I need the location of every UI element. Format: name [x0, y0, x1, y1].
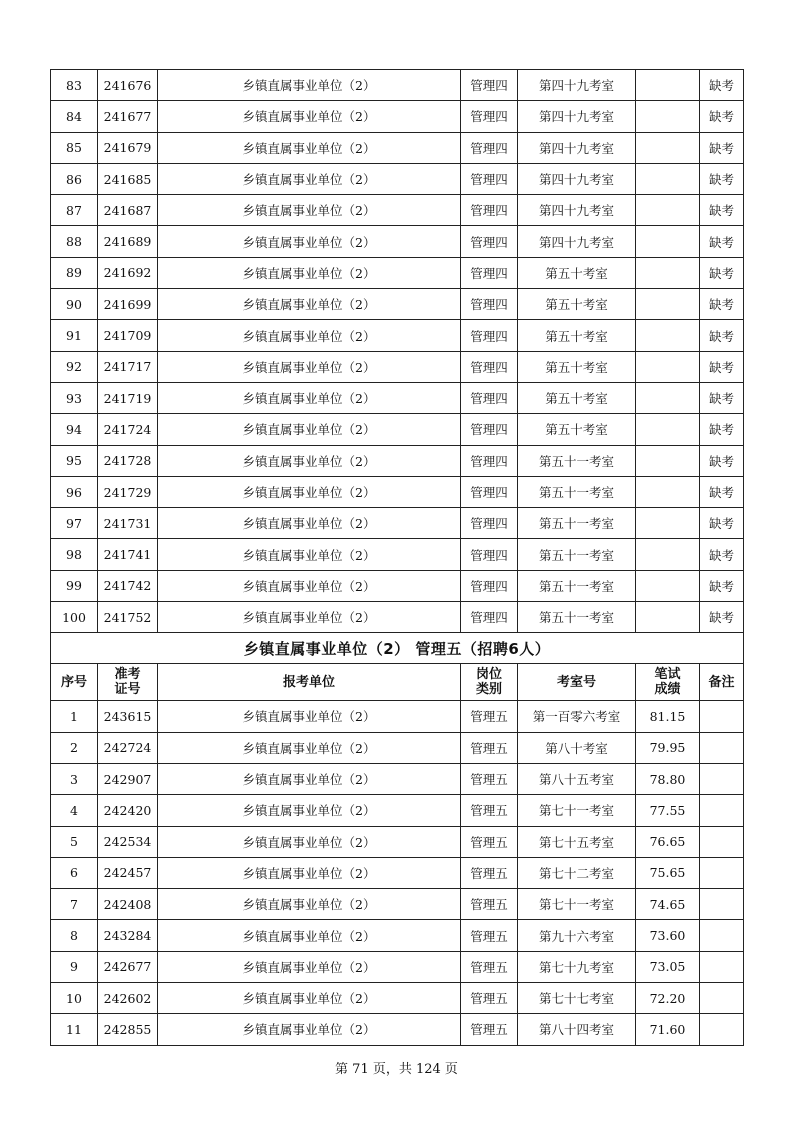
cell-room: 第四十九考室	[518, 226, 636, 257]
cell-exam-id: 242602	[98, 983, 158, 1014]
cell-note: 缺考	[700, 382, 744, 413]
cell-note: 缺考	[700, 539, 744, 570]
cell-room: 第七十二考室	[518, 857, 636, 888]
cell-no: 7	[51, 889, 98, 920]
table-row	[51, 382, 744, 413]
cell-no: 83	[51, 70, 98, 101]
cell-unit: 乡镇直属事业单位（2）	[158, 602, 461, 633]
header-note: 备注	[700, 664, 744, 701]
cell-room: 第七十七考室	[518, 983, 636, 1014]
table-row	[51, 1014, 744, 1045]
cell-unit: 乡镇直属事业单位（2）	[158, 539, 461, 570]
cell-score: 76.65	[636, 826, 700, 857]
cell-category: 管理四	[461, 445, 518, 476]
table-row	[51, 70, 744, 101]
cell-room: 第四十九考室	[518, 132, 636, 163]
cell-score	[636, 445, 700, 476]
cell-exam-id: 243284	[98, 920, 158, 951]
cell-unit: 乡镇直属事业单位（2）	[158, 763, 461, 794]
cell-note: 缺考	[700, 445, 744, 476]
cell-no: 85	[51, 132, 98, 163]
cell-note: 缺考	[700, 257, 744, 288]
cell-score: 71.60	[636, 1014, 700, 1045]
cell-exam-id: 241729	[98, 476, 158, 507]
cell-score	[636, 132, 700, 163]
header-unit: 报考单位	[158, 664, 461, 701]
cell-room: 第五十一考室	[518, 476, 636, 507]
cell-category: 管理五	[461, 983, 518, 1014]
cell-category: 管理四	[461, 257, 518, 288]
table-row	[51, 570, 744, 601]
cell-category: 管理四	[461, 320, 518, 351]
header-category: 岗位 类别	[461, 664, 518, 701]
header-row	[51, 664, 744, 701]
cell-unit: 乡镇直属事业单位（2）	[158, 320, 461, 351]
cell-unit: 乡镇直属事业单位（2）	[158, 195, 461, 226]
cell-unit: 乡镇直属事业单位（2）	[158, 951, 461, 982]
cell-category: 管理四	[461, 226, 518, 257]
page-footer: 第 71 页，共 124 页	[335, 1062, 458, 1077]
cell-room: 第五十一考室	[518, 445, 636, 476]
cell-exam-id: 241728	[98, 445, 158, 476]
cell-note	[700, 732, 744, 763]
cell-category: 管理五	[461, 763, 518, 794]
cell-score	[636, 195, 700, 226]
cell-no: 3	[51, 763, 98, 794]
cell-no: 1	[51, 701, 98, 732]
cell-unit: 乡镇直属事业单位（2）	[158, 857, 461, 888]
cell-unit: 乡镇直属事业单位（2）	[158, 476, 461, 507]
cell-category: 管理五	[461, 889, 518, 920]
cell-exam-id: 241687	[98, 195, 158, 226]
cell-category: 管理五	[461, 701, 518, 732]
cell-score	[636, 414, 700, 445]
cell-room: 第四十九考室	[518, 163, 636, 194]
cell-exam-id: 242855	[98, 1014, 158, 1045]
cell-category: 管理五	[461, 1014, 518, 1045]
cell-unit: 乡镇直属事业单位（2）	[158, 920, 461, 951]
cell-room: 第五十一考室	[518, 570, 636, 601]
bottom-rows	[51, 701, 744, 1045]
cell-note: 缺考	[700, 320, 744, 351]
cell-unit: 乡镇直属事业单位（2）	[158, 351, 461, 382]
cell-exam-id: 242677	[98, 951, 158, 982]
cell-note	[700, 951, 744, 982]
cell-no: 94	[51, 414, 98, 445]
table-row	[51, 701, 744, 732]
cell-note	[700, 795, 744, 826]
cell-score	[636, 257, 700, 288]
cell-no: 90	[51, 289, 98, 320]
cell-score: 78.80	[636, 763, 700, 794]
cell-no: 84	[51, 101, 98, 132]
cell-room: 第七十一考室	[518, 889, 636, 920]
cell-exam-id: 241742	[98, 570, 158, 601]
cell-room: 第五十考室	[518, 320, 636, 351]
cell-category: 管理四	[461, 351, 518, 382]
cell-score	[636, 602, 700, 633]
cell-note: 缺考	[700, 476, 744, 507]
cell-no: 95	[51, 445, 98, 476]
cell-exam-id: 241731	[98, 508, 158, 539]
cell-category: 管理四	[461, 508, 518, 539]
header-room: 考室号	[518, 664, 636, 701]
cell-category: 管理四	[461, 70, 518, 101]
cell-no: 11	[51, 1014, 98, 1045]
cell-score: 79.95	[636, 732, 700, 763]
cell-score: 81.15	[636, 701, 700, 732]
cell-score	[636, 289, 700, 320]
table-row	[51, 476, 744, 507]
cell-note: 缺考	[700, 602, 744, 633]
cell-exam-id: 241677	[98, 101, 158, 132]
cell-category: 管理五	[461, 826, 518, 857]
cell-category: 管理四	[461, 570, 518, 601]
cell-no: 96	[51, 476, 98, 507]
cell-no: 99	[51, 570, 98, 601]
section-title: 乡镇直属事业单位（2） 管理五（招聘6人）	[51, 633, 744, 664]
cell-no: 91	[51, 320, 98, 351]
cell-unit: 乡镇直属事业单位（2）	[158, 826, 461, 857]
cell-score: 75.65	[636, 857, 700, 888]
cell-room: 第五十一考室	[518, 602, 636, 633]
cell-room: 第五十考室	[518, 257, 636, 288]
cell-no: 10	[51, 983, 98, 1014]
table-row	[51, 414, 744, 445]
cell-unit: 乡镇直属事业单位（2）	[158, 508, 461, 539]
cell-unit: 乡镇直属事业单位（2）	[158, 289, 461, 320]
cell-room: 第五十考室	[518, 289, 636, 320]
cell-exam-id: 242907	[98, 763, 158, 794]
cell-room: 第七十五考室	[518, 826, 636, 857]
cell-exam-id: 242457	[98, 857, 158, 888]
cell-room: 第四十九考室	[518, 101, 636, 132]
cell-category: 管理五	[461, 920, 518, 951]
cell-category: 管理四	[461, 163, 518, 194]
table-row	[51, 508, 744, 539]
cell-room: 第八十四考室	[518, 1014, 636, 1045]
cell-note	[700, 1014, 744, 1045]
cell-category: 管理四	[461, 195, 518, 226]
cell-room: 第八十五考室	[518, 763, 636, 794]
cell-exam-id: 241689	[98, 226, 158, 257]
cell-exam-id: 242408	[98, 889, 158, 920]
table-row	[51, 763, 744, 794]
cell-exam-id: 241752	[98, 602, 158, 633]
cell-score: 73.60	[636, 920, 700, 951]
table-row	[51, 889, 744, 920]
table-row	[51, 795, 744, 826]
cell-room: 第一百零六考室	[518, 701, 636, 732]
cell-note	[700, 857, 744, 888]
cell-note	[700, 889, 744, 920]
cell-no: 8	[51, 920, 98, 951]
cell-no: 93	[51, 382, 98, 413]
cell-note: 缺考	[700, 226, 744, 257]
cell-exam-id: 241741	[98, 539, 158, 570]
cell-no: 6	[51, 857, 98, 888]
cell-room: 第五十考室	[518, 414, 636, 445]
cell-note: 缺考	[700, 351, 744, 382]
cell-score	[636, 539, 700, 570]
cell-note	[700, 763, 744, 794]
cell-category: 管理四	[461, 476, 518, 507]
cell-exam-id: 241724	[98, 414, 158, 445]
cell-exam-id: 241709	[98, 320, 158, 351]
header-id: 准考 证号	[98, 664, 158, 701]
cell-room: 第五十考室	[518, 382, 636, 413]
cell-no: 5	[51, 826, 98, 857]
cell-category: 管理五	[461, 857, 518, 888]
cell-score	[636, 226, 700, 257]
cell-room: 第五十一考室	[518, 539, 636, 570]
table-row	[51, 920, 744, 951]
cell-unit: 乡镇直属事业单位（2）	[158, 226, 461, 257]
cell-no: 88	[51, 226, 98, 257]
cell-exam-id: 241699	[98, 289, 158, 320]
cell-room: 第五十一考室	[518, 508, 636, 539]
table-row	[51, 539, 744, 570]
table-row	[51, 257, 744, 288]
cell-unit: 乡镇直属事业单位（2）	[158, 132, 461, 163]
cell-category: 管理五	[461, 795, 518, 826]
cell-category: 管理四	[461, 101, 518, 132]
cell-score	[636, 570, 700, 601]
cell-category: 管理四	[461, 414, 518, 445]
cell-note: 缺考	[700, 70, 744, 101]
cell-unit: 乡镇直属事业单位（2）	[158, 795, 461, 826]
cell-exam-id: 241717	[98, 351, 158, 382]
cell-unit: 乡镇直属事业单位（2）	[158, 701, 461, 732]
cell-note: 缺考	[700, 101, 744, 132]
cell-unit: 乡镇直属事业单位（2）	[158, 382, 461, 413]
cell-note	[700, 983, 744, 1014]
cell-unit: 乡镇直属事业单位（2）	[158, 163, 461, 194]
header-score: 笔试 成绩	[636, 664, 700, 701]
table-row	[51, 445, 744, 476]
cell-score	[636, 163, 700, 194]
cell-category: 管理四	[461, 602, 518, 633]
cell-room: 第八十考室	[518, 732, 636, 763]
table-row	[51, 857, 744, 888]
cell-note: 缺考	[700, 289, 744, 320]
cell-note	[700, 701, 744, 732]
cell-note: 缺考	[700, 508, 744, 539]
cell-category: 管理五	[461, 732, 518, 763]
cell-unit: 乡镇直属事业单位（2）	[158, 983, 461, 1014]
cell-score: 74.65	[636, 889, 700, 920]
table-row	[51, 226, 744, 257]
cell-no: 86	[51, 163, 98, 194]
cell-score	[636, 70, 700, 101]
cell-category: 管理五	[461, 951, 518, 982]
cell-note: 缺考	[700, 132, 744, 163]
table-row	[51, 351, 744, 382]
cell-score	[636, 351, 700, 382]
table-row	[51, 983, 744, 1014]
cell-category: 管理四	[461, 539, 518, 570]
cell-no: 4	[51, 795, 98, 826]
cell-score: 77.55	[636, 795, 700, 826]
cell-exam-id: 241719	[98, 382, 158, 413]
cell-unit: 乡镇直属事业单位（2）	[158, 445, 461, 476]
results-table	[50, 69, 744, 1046]
table-row	[51, 101, 744, 132]
cell-room: 第七十九考室	[518, 951, 636, 982]
cell-note: 缺考	[700, 414, 744, 445]
table-row	[51, 195, 744, 226]
cell-score: 72.20	[636, 983, 700, 1014]
cell-no: 98	[51, 539, 98, 570]
cell-room: 第七十一考室	[518, 795, 636, 826]
cell-unit: 乡镇直属事业单位（2）	[158, 101, 461, 132]
cell-category: 管理四	[461, 382, 518, 413]
table-row	[51, 163, 744, 194]
cell-score	[636, 508, 700, 539]
cell-room: 第四十九考室	[518, 70, 636, 101]
cell-room: 第五十考室	[518, 351, 636, 382]
cell-category: 管理四	[461, 289, 518, 320]
table-row	[51, 132, 744, 163]
cell-note: 缺考	[700, 570, 744, 601]
cell-note	[700, 920, 744, 951]
cell-unit: 乡镇直属事业单位（2）	[158, 414, 461, 445]
cell-unit: 乡镇直属事业单位（2）	[158, 732, 461, 763]
cell-no: 9	[51, 951, 98, 982]
cell-room: 第九十六考室	[518, 920, 636, 951]
cell-exam-id: 242724	[98, 732, 158, 763]
cell-no: 100	[51, 602, 98, 633]
cell-exam-id: 242420	[98, 795, 158, 826]
top-rows	[51, 70, 744, 633]
cell-exam-id: 242534	[98, 826, 158, 857]
cell-exam-id: 241676	[98, 70, 158, 101]
table-row	[51, 602, 744, 633]
cell-note	[700, 826, 744, 857]
header-no: 序号	[51, 664, 98, 701]
cell-category: 管理四	[461, 132, 518, 163]
cell-note: 缺考	[700, 163, 744, 194]
cell-no: 97	[51, 508, 98, 539]
cell-score	[636, 476, 700, 507]
cell-no: 89	[51, 257, 98, 288]
cell-exam-id: 241692	[98, 257, 158, 288]
cell-no: 2	[51, 732, 98, 763]
cell-unit: 乡镇直属事业单位（2）	[158, 889, 461, 920]
cell-unit: 乡镇直属事业单位（2）	[158, 1014, 461, 1045]
table-row	[51, 951, 744, 982]
cell-exam-id: 241685	[98, 163, 158, 194]
cell-unit: 乡镇直属事业单位（2）	[158, 570, 461, 601]
table-row	[51, 826, 744, 857]
cell-unit: 乡镇直属事业单位（2）	[158, 257, 461, 288]
cell-note: 缺考	[700, 195, 744, 226]
cell-no: 92	[51, 351, 98, 382]
cell-unit: 乡镇直属事业单位（2）	[158, 70, 461, 101]
cell-score	[636, 320, 700, 351]
cell-exam-id: 241679	[98, 132, 158, 163]
table-row	[51, 732, 744, 763]
section-block	[51, 633, 744, 701]
cell-room: 第四十九考室	[518, 195, 636, 226]
cell-score	[636, 382, 700, 413]
cell-score: 73.05	[636, 951, 700, 982]
cell-exam-id: 243615	[98, 701, 158, 732]
cell-no: 87	[51, 195, 98, 226]
cell-score	[636, 101, 700, 132]
table-row	[51, 289, 744, 320]
table-row	[51, 320, 744, 351]
